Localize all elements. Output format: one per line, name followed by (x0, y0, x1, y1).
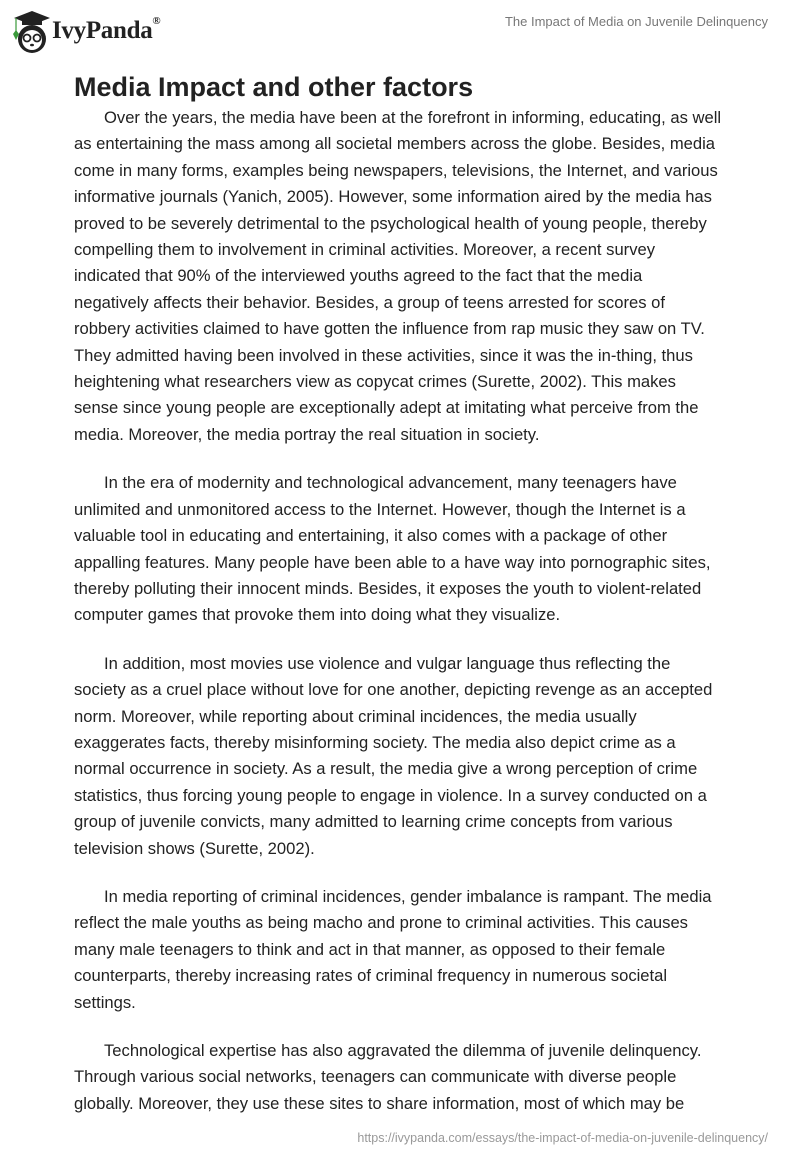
paragraph-line: sense since young people are exceptionally adept at imitating what perceive from the (74, 398, 699, 418)
paragraph (74, 105, 774, 448)
paragraph-line: norm. Moreover, while reporting about criminal incidences, the media usually (74, 706, 637, 726)
paragraph-line: normal occurrence in society. As a result, the media give a wrong perception of crime (74, 759, 698, 779)
paragraph-line: informative journals (Yanich, 2005). However, some information aired by the media has (74, 187, 712, 207)
paragraph-line: robbery activities claimed to have gotten the influence from rap music they saw on TV. (74, 319, 705, 339)
paragraph-line: as entertaining the mass among all societal members across the globe. Besides, media (74, 134, 716, 154)
essay-body (74, 105, 774, 1139)
paragraph-line: Through various social networks, teenagers can communicate with diverse people (74, 1067, 677, 1087)
ivypanda-logo-icon (12, 8, 52, 56)
paragraph-line: unlimited and unmonitored access to the Internet. However, though the Internet is a (74, 499, 686, 519)
paragraph-line: television shows (Surette, 2002). (74, 838, 315, 858)
brand-name[interactable] (52, 17, 160, 45)
document-title: The Impact of Media on Juvenile Delinquency (504, 14, 768, 29)
paragraph-line: In addition, most movies use violence and vulgar language thus reflecting the (104, 653, 671, 673)
paragraph-line: exaggerates facts, thereby misinforming society. The media also depict crime as a (74, 732, 676, 752)
paragraph-line: indicated that 90% of the interviewed youths agreed to the fact that the media (74, 266, 643, 286)
paragraph-line: globally. Moreover, they use these sites to share information, most of which may be (74, 1093, 685, 1113)
paragraph (74, 1038, 774, 1117)
paragraph (74, 470, 774, 628)
paragraph-line: settings. (74, 992, 136, 1012)
paragraph-line: many male teenagers to think and act in that manner, as opposed to their female (74, 939, 666, 959)
paragraph-line: negatively affects their behavior. Besides, a group of teens arrested for scores of (74, 292, 665, 312)
paragraph-line: In the era of modernity and technological advancement, many teenagers have (104, 473, 677, 493)
paragraph-line: thereby polluting their innocent minds. Besides, it exposes the youth to violent-related (74, 578, 702, 598)
paragraph-line: compelling them to involvement in criminal activities. Moreover, a recent survey (74, 240, 656, 260)
paragraph-line: Over the years, the media have been at the forefront in informing, educating, as well (104, 108, 722, 127)
footer-url: https://ivypanda.com/essays/the-impact-of-media-on-juvenile-delinquency/ (357, 1131, 768, 1145)
paragraph-line: In media reporting of criminal incidences, gender imbalance is rampant. The media (104, 886, 712, 906)
paragraph-line: society as a cruel place without love for one another, depicting revenge as an accepted (74, 680, 713, 700)
paragraph (74, 884, 774, 1016)
paragraph-line: Technological expertise has also aggravated the dilemma of juvenile delinquency. (104, 1041, 702, 1060)
paragraph-line: media. Moreover, the media portray the real situation in society. (74, 424, 540, 444)
paragraph (74, 651, 774, 862)
paragraph-line: statistics, thus forcing young people to engage in violence. In a survey conducted on a (74, 785, 707, 805)
page-header (0, 0, 800, 70)
paragraph-line: appalling features. Many people have been able to a have way into pornographic sites, (74, 552, 711, 572)
paragraph-line: heightening what researchers view as copycat crimes (Surette, 2002). This makes (74, 372, 676, 392)
brand-text: IvyPanda (52, 17, 153, 44)
paragraph-line: group of juvenile convicts, many admitted to learning crime concepts from various (74, 812, 673, 832)
section-heading: Media Impact and other factors (74, 72, 474, 102)
registered-mark: ® (152, 15, 161, 27)
paragraph-line: valuable tool in educating and entertaining, it also comes with a package of other (74, 526, 668, 546)
paragraph-line: reflect the male youths as being macho and prone to criminal activities. This causes (74, 913, 688, 933)
paragraph-line: proved to be severely detrimental to the psychological health of young people, thereby (74, 213, 707, 233)
paragraph-line: come in many forms, examples being newspapers, televisions, the Internet, and various (74, 160, 718, 180)
paragraph-line: They admitted having been involved in these activities, since it was the in-thing, thus (74, 345, 693, 365)
paragraph-line: computer games that provoke them into doing what they visualize. (74, 605, 561, 625)
paragraph-line: counterparts, thereby increasing rates of criminal frequency in numerous societal (74, 966, 668, 986)
